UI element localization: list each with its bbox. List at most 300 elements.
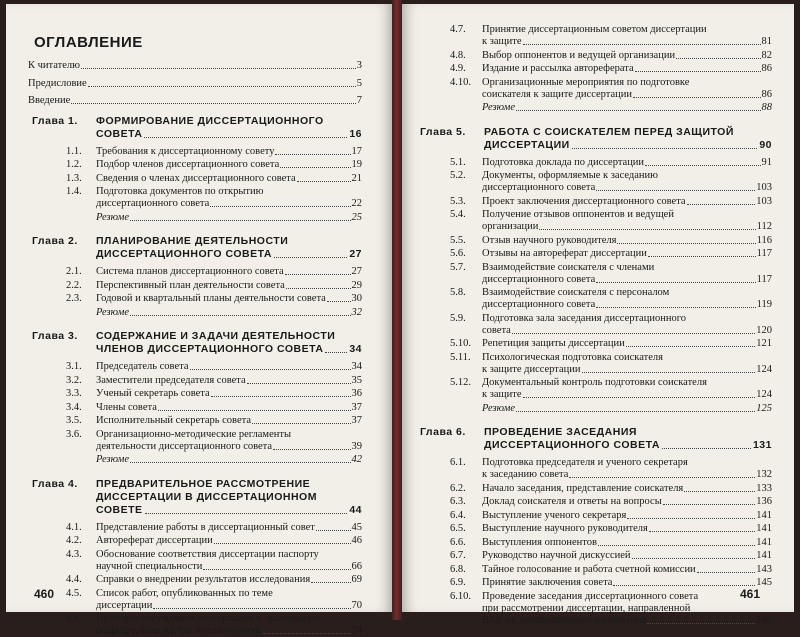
- toc-entry-number: 4.10.: [450, 76, 471, 88]
- toc-entry-title: Доклад соискателя и ответы на вопросы: [482, 496, 662, 507]
- toc-entry-title: деятельности диссертационного совета: [96, 440, 273, 452]
- toc-entry-line: [450, 510, 772, 522]
- toc-entry-line: [66, 588, 362, 600]
- toc-entry-title: Исполнительный секретарь совета: [96, 415, 251, 426]
- toc-entry-page: 66: [351, 560, 362, 572]
- toc-entry-number: 6.7.: [450, 550, 466, 561]
- chapter-title-line: ФОРМИРОВАНИЕ ДИССЕРТАЦИОННОГО: [96, 114, 324, 127]
- toc-entry-page: 141: [756, 550, 772, 561]
- toc-entry-number: 6.6.: [450, 536, 466, 548]
- toc-entry-title: Годовой и квартальный планы деятельности совета: [96, 293, 326, 304]
- toc-entry-line: [66, 625, 362, 637]
- toc-entry-line: [450, 24, 772, 36]
- dot-leader: [144, 137, 347, 138]
- toc-entry-page: 136: [756, 496, 772, 507]
- toc-entry-number: 4.8.: [450, 49, 466, 61]
- toc-entry-page: 3: [356, 60, 362, 71]
- toc-entry-number: 5.8.: [450, 287, 466, 298]
- toc-entry-line: [66, 198, 362, 210]
- toc-entry-page: 19: [351, 159, 362, 170]
- chapter-page: 34: [349, 343, 362, 355]
- dot-leader: [203, 569, 350, 570]
- toc-entry-number: 1.4.: [66, 186, 82, 197]
- toc-entry-title: Резюме: [96, 454, 130, 465]
- chapter-title: [96, 235, 362, 261]
- toc-entry-title: научной специальности: [96, 560, 203, 572]
- toc-entry-line: [450, 364, 772, 376]
- toc-entry-line: [450, 63, 772, 75]
- chapter-label: Глава 4.: [32, 477, 78, 490]
- toc-entry-title: организации: [482, 221, 539, 232]
- chapter-title-text: ДИССЕРТАЦИОННОГО СОВЕТА: [96, 248, 272, 260]
- toc-entry-line: [450, 50, 772, 62]
- toc-entry-title: к защите диссертации: [482, 363, 581, 375]
- toc-entry-page: 103: [756, 195, 772, 207]
- dot-leader: [285, 274, 351, 275]
- chapter-label: Глава 3.: [32, 330, 78, 342]
- toc-entry-line: [28, 60, 362, 72]
- toc-entry-title: Взаимодействие соискателя с членами: [482, 261, 655, 273]
- toc-entry-line: [66, 613, 362, 625]
- toc-entry-title: Подготовка документов по открытию: [96, 186, 264, 197]
- chapter-page: 131: [752, 439, 772, 451]
- dot-leader: [130, 220, 350, 221]
- toc-entry-line: [450, 170, 772, 182]
- toc-entry-page: 30: [351, 293, 362, 304]
- dot-leader: [516, 411, 755, 412]
- toc-entry-number: 3.4.: [66, 401, 82, 413]
- toc-entry-line: [450, 287, 772, 299]
- toc-entry-line: [450, 313, 772, 325]
- dot-leader: [190, 369, 351, 370]
- toc-entry-number: 5.12.: [450, 377, 471, 388]
- toc-entry-line: [450, 235, 772, 247]
- chapter-heading: [420, 126, 772, 152]
- dot-leader: [645, 165, 760, 166]
- toc-entry-line: [66, 361, 362, 373]
- dot-leader: [210, 206, 350, 207]
- toc-entry-title: Организационно-методические регламенты: [96, 428, 292, 440]
- toc-entry-number: 3.2.: [66, 374, 82, 386]
- toc-entry-title: Члены совета: [96, 401, 157, 413]
- toc-entry-line: [66, 402, 362, 414]
- toc-entry-line: [450, 77, 772, 89]
- toc-entry-line: [66, 561, 362, 573]
- toc-entry-number: 5.10.: [450, 338, 471, 349]
- toc-entry-number: 5.1.: [450, 156, 466, 168]
- toc-entry-number: 6.3.: [450, 496, 466, 507]
- toc-entry-line: [66, 415, 362, 427]
- chapter-label: Глава 2.: [32, 235, 78, 247]
- toc-entry-page: 120: [756, 324, 772, 336]
- toc-entry-page: 7: [356, 95, 362, 106]
- toc-entry-page: 141: [756, 536, 772, 548]
- dot-leader: [627, 518, 755, 519]
- toc-entry-title: Резюме: [96, 211, 130, 223]
- toc-entry-title: Резюме: [482, 402, 516, 414]
- toc-entry-line: [450, 483, 772, 495]
- toc-entry-page: 22: [351, 198, 362, 209]
- toc-entry-title: соискателя к защите диссертации: [482, 88, 632, 100]
- toc-entry-number: 5.4.: [450, 209, 466, 220]
- toc-entry-line: [66, 535, 362, 547]
- toc-entry-page: 116: [756, 234, 772, 246]
- toc-entry-number: 6.10.: [450, 590, 471, 602]
- toc-entry-title: совета: [482, 324, 511, 336]
- toc-entry-line: [450, 389, 772, 401]
- dot-leader: [647, 623, 755, 624]
- dot-leader: [252, 423, 351, 424]
- toc-entry-number: 5.6.: [450, 248, 466, 259]
- toc-entry-number: 5.3.: [450, 195, 466, 207]
- chapter-title-text: СОВЕТЕ: [96, 503, 143, 516]
- toc-entry-title: Выступление ученого секретаря: [482, 509, 627, 521]
- toc-entry-line: [450, 221, 772, 233]
- toc-entry-page: 42: [351, 454, 362, 465]
- toc-entry-number: 5.9.: [450, 312, 466, 324]
- toc-entry-title: Ученый секретарь совета: [96, 388, 210, 399]
- dot-leader: [71, 103, 355, 104]
- page-number-right: 461: [740, 587, 761, 601]
- chapter-title-line: РАБОТА С СОИСКАТЕЛЕМ ПЕРЕД ЗАЩИТОЙ: [484, 125, 734, 138]
- toc-entry-line: [66, 375, 362, 387]
- toc-entry-number: 2.1.: [66, 266, 82, 277]
- toc-entry-title: к защите: [482, 389, 522, 400]
- dot-leader: [286, 288, 351, 289]
- chapter-title-line: [96, 128, 362, 141]
- toc-entry-number: 3.1.: [66, 361, 82, 372]
- toc-entry-title: Организационные мероприятия по подготовке: [482, 76, 690, 88]
- toc-entry-title: Документы, оформляемые к заседанию: [482, 170, 658, 181]
- dot-leader: [596, 307, 755, 308]
- toc-entry-line: [450, 591, 772, 603]
- toc-entry-line: [450, 262, 772, 274]
- toc-entry-number: 6.4.: [450, 509, 466, 521]
- toc-entry-title: Введение: [28, 95, 71, 106]
- toc-entry-number: 1.1.: [66, 145, 82, 157]
- toc-entry-line: [66, 549, 362, 561]
- toc-entry-line: [450, 102, 772, 114]
- toc-entry-title: к заседанию совета: [482, 469, 569, 480]
- toc-entry-line: [450, 299, 772, 311]
- toc-entry-line: [66, 212, 362, 224]
- toc-entry-line: [450, 469, 772, 481]
- toc-entry-number: 5.11.: [450, 351, 471, 363]
- toc-entry-title: Председатель совета: [96, 361, 189, 372]
- dot-leader: [311, 582, 350, 583]
- dot-leader: [512, 333, 755, 334]
- toc-entry-line: [450, 615, 772, 627]
- toc-entry-line: [450, 274, 772, 286]
- toc-entry-number: 4.3.: [66, 548, 82, 560]
- dot-leader: [158, 410, 351, 411]
- dot-leader: [211, 396, 351, 397]
- dot-leader: [663, 504, 755, 505]
- toc-entry-number: 2.3.: [66, 293, 82, 304]
- toc-entry-number: 4.1.: [66, 521, 82, 533]
- chapter-title: [96, 330, 362, 356]
- left-page: [6, 4, 392, 636]
- dot-leader: [153, 608, 350, 609]
- dot-leader: [572, 148, 758, 149]
- toc-entry-title: диссертационного совета: [482, 182, 596, 193]
- chapter-title-text: СОВЕТА: [96, 127, 143, 140]
- toc-entry-number: 4.2.: [66, 535, 82, 546]
- toc-entry-page: 91: [761, 156, 772, 168]
- toc-entry-page: 125: [756, 402, 772, 414]
- toc-entry-number: 5.5.: [450, 234, 466, 246]
- toc-entry-number: 4.6.: [66, 613, 82, 624]
- toc-entry-page: 88: [761, 102, 772, 113]
- toc-entry-title: Предисловие: [28, 77, 87, 89]
- chapter-title: [484, 126, 772, 152]
- toc-entry-page: 21: [351, 172, 362, 184]
- dot-leader: [280, 167, 350, 168]
- toc-entry-line: [66, 186, 362, 198]
- toc-entry-title: К читателю: [28, 60, 80, 71]
- dot-leader: [88, 86, 356, 87]
- toc-entry-line: [66, 429, 362, 441]
- chapter-title: [96, 478, 362, 517]
- toc-entry-title: (кафедре, отделе), где она выполнена: [96, 625, 263, 636]
- toc-entry-page: 124: [756, 389, 772, 400]
- dot-leader: [632, 558, 756, 559]
- dot-leader: [297, 181, 351, 182]
- toc-entry-page: 117: [756, 273, 772, 285]
- chapter-title-line: ПЛАНИРОВАНИЕ ДЕЯТЕЛЬНОСТИ: [96, 235, 289, 247]
- dot-leader: [684, 491, 755, 492]
- toc-entry-number: 5.7.: [450, 261, 466, 273]
- toc-entry-title: Отзыв научного руководителя: [482, 234, 617, 246]
- toc-entry-title: Резюме: [482, 102, 516, 113]
- toc-entry-title: диссертационного совета: [482, 299, 596, 310]
- dot-leader: [582, 372, 756, 373]
- toc-entry-page: 121: [756, 338, 772, 349]
- toc-entry-line: [66, 280, 362, 292]
- toc-entry-page: 81: [761, 36, 772, 47]
- toc-entry-number: 6.8.: [450, 563, 466, 575]
- toc-entry-title: Документальный контроль подготовки соискателя: [482, 377, 707, 388]
- toc-entry-number: 1.3.: [66, 172, 82, 184]
- chapter-title-text: ЧЛЕНОВ ДИССЕРТАЦИОННОГО СОВЕТА: [96, 343, 324, 355]
- dot-leader: [81, 68, 356, 69]
- toc-entry-number: 6.5.: [450, 523, 466, 534]
- chapter-page: 90: [759, 138, 772, 151]
- toc-entry-title: Тайное голосование и работа счетной комиссии: [482, 563, 696, 575]
- dot-leader: [687, 204, 756, 205]
- toc-entry-line: [28, 78, 362, 90]
- toc-entry-page: 34: [351, 361, 362, 372]
- page-number-left: 460: [34, 587, 55, 601]
- toc-entry-number: 3.3.: [66, 388, 82, 399]
- toc-entry-title: Выступление научного руководителя: [482, 523, 648, 534]
- dot-leader: [596, 190, 755, 191]
- chapter-title-line: ДИССЕРТАЦИИ В ДИССЕРТАЦИОННОМ: [96, 490, 317, 503]
- toc-entry-page: 124: [756, 363, 772, 375]
- chapter-label: Глава 5.: [420, 125, 466, 138]
- dot-leader: [613, 585, 755, 586]
- toc-entry-number: 3.5.: [66, 415, 82, 426]
- toc-entry-number: 2.2.: [66, 279, 82, 291]
- dot-leader: [130, 315, 350, 316]
- toc-entry-page: 36: [351, 388, 362, 399]
- dot-leader: [247, 383, 351, 384]
- toc-entry-line: [450, 457, 772, 469]
- toc-entry-line: [450, 550, 772, 562]
- toc-entry-title: Проект заключения диссертационного совета: [482, 195, 686, 207]
- chapter-title-text: ДИССЕРТАЦИИ: [484, 138, 570, 151]
- toc-entry-page: 25: [351, 211, 362, 223]
- dot-leader: [145, 513, 348, 514]
- toc-entry-page: 117: [756, 248, 772, 259]
- toc-entry-title: Подготовка зала заседания диссертационного: [482, 312, 686, 324]
- toc-entry-title: Отзывы на автореферат диссертации: [482, 248, 647, 259]
- dot-leader: [697, 572, 756, 573]
- toc-entry-page: 5: [356, 77, 362, 89]
- toc-entry-line: [66, 146, 362, 158]
- toc-entry-line: [450, 377, 772, 389]
- dot-leader: [516, 110, 760, 111]
- dot-leader: [130, 462, 350, 463]
- chapter-label: Глава 6.: [420, 426, 466, 438]
- toc-entry-page: 45: [351, 521, 362, 533]
- toc-entry-number: 4.9.: [450, 63, 466, 74]
- toc-entry-line: [66, 388, 362, 400]
- toc-entry-title: Издание и рассылка автореферата: [482, 63, 634, 74]
- toc-entry-title: Заместители председателя совета: [96, 374, 246, 386]
- toc-entry-page: 37: [351, 415, 362, 426]
- toc-entry-page: 17: [351, 145, 362, 157]
- toc-entry-line: [66, 173, 362, 185]
- toc-entry-page: 119: [756, 299, 772, 310]
- toc-entry-title: Подготовка председателя и ученого секретаря: [482, 457, 688, 468]
- toc-entry-page: 32: [351, 306, 362, 318]
- toc-entry-page: 74: [351, 625, 362, 636]
- dot-leader: [325, 352, 347, 353]
- toc-entry-page: 141: [756, 523, 772, 534]
- toc-entry-title: Сведения о членах диссертационного совета: [96, 172, 296, 184]
- toc-entry-title: Требования к диссертационному совету: [96, 145, 275, 157]
- toc-entry-line: [450, 325, 772, 337]
- toc-entry-line: [450, 352, 772, 364]
- toc-entry-title: Подбор членов диссертационного совета: [96, 159, 280, 170]
- dot-leader: [635, 71, 761, 72]
- chapter-title-line: [484, 439, 772, 452]
- toc-entry-line: [450, 496, 772, 508]
- toc-entry-title: Перспективный план деятельности совета: [96, 279, 285, 291]
- toc-entry-line: [450, 196, 772, 208]
- dot-leader: [649, 531, 755, 532]
- dot-leader: [633, 97, 761, 98]
- toc-entry-line: [450, 603, 772, 615]
- toc-entry-number: 6.2.: [450, 482, 466, 494]
- toc-entry-title: Выбор оппонентов и ведущей организации: [482, 49, 676, 61]
- dot-leader: [316, 530, 351, 531]
- toc-entry-number: 4.5.: [66, 587, 82, 599]
- dot-leader: [626, 346, 756, 347]
- toc-entry-page: 86: [761, 88, 772, 100]
- toc-entry-page: 82: [761, 49, 772, 61]
- toc-entry-line: [450, 564, 772, 576]
- dot-leader: [617, 243, 755, 244]
- book-spine: [392, 0, 402, 620]
- toc-entry-title: Начало заседания, представление соискателя: [482, 482, 684, 494]
- toc-entry-page: 70: [351, 599, 362, 611]
- toc-entry-line: [450, 209, 772, 221]
- toc-entry-page: 146: [756, 614, 772, 626]
- toc-entry-title: при рассмотрении диссертации, направленной: [482, 602, 691, 614]
- toc-entry-line: [450, 182, 772, 194]
- chapter-heading: [32, 235, 362, 261]
- toc-entry-page: 86: [761, 63, 772, 74]
- toc-entry-title: Подготовка доклада по диссертации: [482, 156, 645, 168]
- toc-entry-title: Проведение заседания диссертационного совета: [482, 590, 699, 602]
- toc-entry-title: Репетиция защиты диссертации: [482, 338, 625, 349]
- toc-entry-page: 141: [756, 509, 772, 521]
- toc-entry-number: 5.2.: [450, 170, 466, 181]
- toc-entry-title: Система планов диссертационного совета: [96, 266, 284, 277]
- dot-leader: [598, 545, 755, 546]
- toc-entry-title: Протокол обсуждения диссертации в организации: [96, 613, 321, 624]
- chapter-heading: [420, 426, 772, 452]
- dot-leader: [523, 397, 756, 398]
- chapter-title-line: ПРЕДВАРИТЕЛЬНОЕ РАССМОТРЕНИЕ: [96, 477, 311, 490]
- chapter-title: [96, 115, 362, 141]
- toc-entry-line: [66, 293, 362, 305]
- toc-entry-line: [66, 574, 362, 586]
- dot-leader: [523, 44, 761, 45]
- toc-entry-title: ВАК на дополнительное заключение: [482, 614, 647, 626]
- toc-entry-line: [450, 537, 772, 549]
- chapter-title-line: СОДЕРЖАНИЕ И ЗАДАЧИ ДЕЯТЕЛЬНОСТИ: [96, 330, 336, 342]
- dot-leader: [263, 633, 350, 634]
- chapter-page: 27: [349, 248, 362, 260]
- dot-leader: [569, 477, 755, 478]
- toc-entry-title: диссертационного совета: [96, 198, 210, 209]
- toc-entry-page: 132: [756, 469, 772, 480]
- toc-entry-number: 6.9.: [450, 577, 466, 588]
- toc-entry-line: [450, 403, 772, 415]
- dot-leader: [539, 229, 755, 230]
- toc-entry-line: [450, 523, 772, 535]
- dot-leader: [214, 543, 351, 544]
- toc-entry-line: [66, 441, 362, 453]
- chapter-title-line: ПРОВЕДЕНИЕ ЗАСЕДАНИЯ: [484, 426, 637, 438]
- toc-entry-page: 103: [756, 182, 772, 193]
- toc-entry-line: [66, 307, 362, 319]
- chapter-title-text: ДИССЕРТАЦИОННОГО СОВЕТА: [484, 439, 660, 451]
- toc-entry-page: 69: [351, 574, 362, 585]
- toc-entry-line: [450, 248, 772, 260]
- toc-entry-line: [450, 338, 772, 350]
- toc-entry-title: Принятие заключения совета: [482, 577, 613, 588]
- chapter-page: 44: [349, 503, 362, 516]
- toc-entry-page: 143: [756, 563, 772, 575]
- toc-entry-title: Обоснование соответствия диссертации паспорту: [96, 548, 319, 560]
- toc-entry-title: Получение отзывов оппонентов и ведущей: [482, 209, 674, 220]
- chapter-title-line: [96, 504, 362, 517]
- dot-leader: [273, 449, 350, 450]
- toc-entry-number: 1.2.: [66, 159, 82, 170]
- toc-entry-number: 4.7.: [450, 24, 466, 35]
- dot-leader: [596, 282, 755, 283]
- toc-entry-title: Взаимодействие соискателя с персоналом: [482, 287, 670, 298]
- toc-entry-title: диссертации: [96, 599, 153, 611]
- toc-entry-line: [66, 454, 362, 466]
- toc-entry-title: Справки о внедрении результатов исследования: [96, 574, 311, 585]
- toc-entry-title: Автореферат диссертации: [96, 535, 213, 546]
- toc-entry-page: 133: [756, 482, 772, 494]
